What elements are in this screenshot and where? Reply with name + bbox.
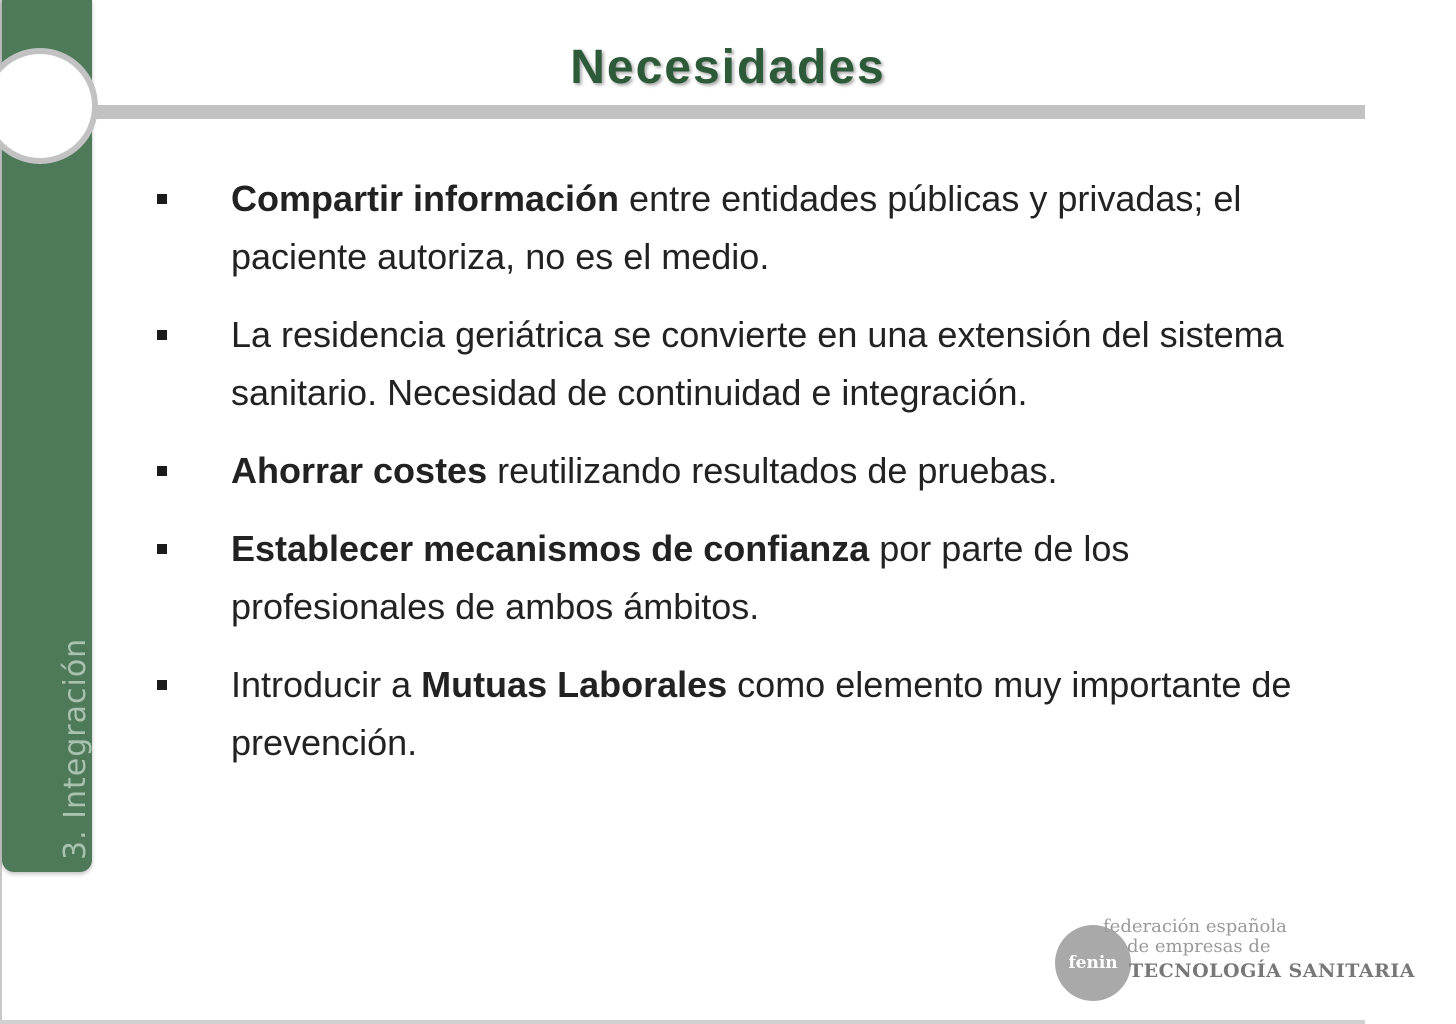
bullet-list [155,170,1335,792]
bullet-bold-text: Establecer mecanismos de confianza [231,528,870,569]
fenin-logo-circle: fenin [1055,925,1131,1001]
bullet-text: reutilizando resultados de pruebas. [487,450,1058,491]
bullet-item [155,520,1335,636]
bullet-square-icon [157,544,167,554]
title-rule [80,105,1365,119]
bullet-bold-text: Ahorrar costes [231,450,488,491]
section-label: 3. Integración [58,637,93,860]
bullet-item [155,306,1335,422]
bullet-text: entre entidades públicas y privadas; el paciente autoriza, no es el medio. [231,178,1242,277]
bullet-bold-text: Mutuas Laborales [421,664,728,705]
bullet-item [155,656,1335,772]
bullet-suffix-text: como elemento muy importante de prevención. [231,664,1292,763]
bullet-square-icon [157,680,167,690]
logo-line-1: federación española [1103,916,1287,937]
bullet-square-icon [157,330,167,340]
page-title: Necesidades [570,41,886,94]
bullet-bold-text: Compartir información [231,178,620,219]
bullet-square-icon [157,466,167,476]
bullet-text: Introducir a [231,664,422,705]
logo-line-2: de empresas de [1127,936,1271,957]
bullet-text: La residencia geriátrica se convierte en una extensión del sistema sanitario. Necesidad de continuidad e integración. [231,314,1284,413]
bullet-text: por parte de los profesionales de ambos ámbitos. [231,528,1130,627]
slide-border-bottom [0,1020,1365,1024]
fenin-logo [1055,910,1416,1010]
bullet-item [155,170,1335,286]
bullet-item [155,442,1335,500]
logo-line-3: TECNOLOGÍA SANITARIA [1129,960,1416,982]
bullet-square-icon [157,194,167,204]
